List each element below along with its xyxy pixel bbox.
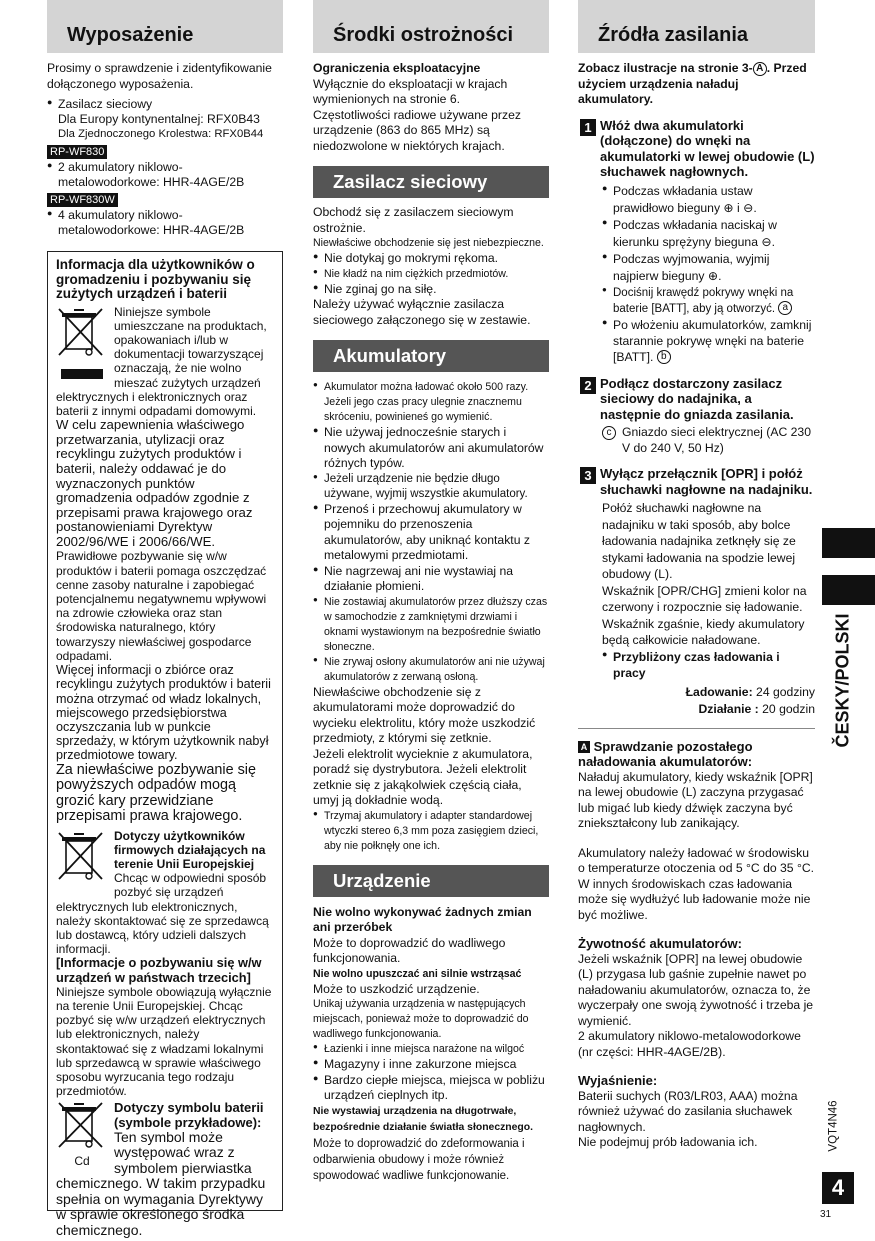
illustration-ref: c <box>602 426 616 440</box>
illustration-ref: A <box>753 62 767 76</box>
step-1 <box>578 118 815 365</box>
eu-text: Chcąc w odpowiedni sposób pozbyć się urządzeń elektrycznych lub elektronicznych, należy skontaktować się ze sprzedawcą lub dostawcą, który udzieli dalszych informacji. <box>56 871 269 957</box>
limits-heading: Ograniczenia eksploatacyjne <box>313 61 481 75</box>
list-item <box>313 655 549 685</box>
item-text: ● 4 akumulatory niklowo-metalowodorkowe: HHR-4AGE/2B <box>58 208 245 237</box>
item-text: ● Trzymaj akumulatory i adapter standardowej wtyczki stereo 6,3 mm poza zasięgiem dzieci, aby nie połknęły one ich. <box>324 809 539 852</box>
work-value: 20 godzin <box>762 701 815 716</box>
step-number: 3 <box>580 467 596 484</box>
item-text <box>613 317 815 365</box>
crossed-bin-icon <box>56 829 108 889</box>
heading-text: Sprawdzanie pozostałego naładowania akumulatorów: <box>578 738 753 769</box>
step-text: Wskaźnik [OPR/CHG] zmieni kolor na czerwony i rozpocznie się ładowanie. <box>602 583 807 614</box>
item-text <box>613 285 815 317</box>
charge-time <box>602 684 815 701</box>
radio-text: Częstotliwości radiowe używane przez urządzenie (863 do 865 MHz) są niedozwolone w niektórych krajach. <box>313 107 521 153</box>
list-item <box>602 183 815 217</box>
list-item <box>47 160 283 190</box>
intro-text: Prosimy o sprawdzenie i zidentyfikowanie dołączonego wyposażenia. <box>47 61 272 91</box>
language-label <box>818 613 853 754</box>
adapter-text: Należy używać wyłącznie zasilacza sieciowego załączonego się w zestawie. <box>313 297 531 327</box>
item-text: ● Bardzo ciepłe miejsca, miejsca w pobliżu urządzeń cieplnych itp. <box>324 1072 545 1102</box>
page-number-small: 31 <box>820 1209 832 1220</box>
crossed-bin-icon <box>56 305 108 385</box>
list-item <box>47 208 283 238</box>
list-item <box>313 1042 549 1057</box>
illustration-ref: b <box>657 350 671 364</box>
language-tab-marker <box>822 528 875 558</box>
device-text: Może to uszkodzić urządzenie. <box>313 981 480 996</box>
item-text: ● Nie zginaj go na siłę. <box>324 281 437 296</box>
language-tab-marker <box>822 575 875 605</box>
item-text: ● Nie kładź na nim ciężkich przedmiotów. <box>324 267 509 280</box>
lifetime-text: 2 akumulatory niklowo-metalowodorkowe (nr części: HHR-4AGE/2B). <box>578 1029 801 1059</box>
list-item <box>313 595 549 655</box>
list-item <box>602 649 815 681</box>
item-detail: Dla Europy kontynentalnej: RFX0B43 <box>58 112 260 126</box>
device-text: Może to doprowadzić do wadliwego funkcjonowania. <box>313 935 506 965</box>
language-text: ČESKY/POLSKI <box>832 613 853 748</box>
model-tag: RP-WF830W <box>47 193 118 207</box>
item-label: ● Zasilacz sieciowy <box>58 97 153 111</box>
box-paragraph: Więcej informacji o zbiórce oraz recyklingu zużytych produktów i baterii można otrzymać od władz lokalnych, miejscowego przedsiębiorstwa oczyszczania lub w punkcie sprzedaży, w którym użytkownik nabył przedmiotowe towary. <box>56 663 271 763</box>
non-eu-text: Niniejsze symbole obowiązują wyłącznie na terenie Unii Europejskiej. Chcąc pozbyć się w/w urządzeń elektrycznych lub elektronicznych, należy skontaktować się z władzami lokalnymi lub sprzedawcą w sprawie właściwego sposobu wyrzucania tego rodzaju przedmiotów. <box>56 984 272 1099</box>
item-text: ● Przybliżony czas ładowania i pracy <box>613 649 780 680</box>
column-precautions <box>313 0 549 1184</box>
step-title: Podłącz dostarczony zasilacz sieciowy do nadajnika, a następnie do gniazda zasilania. <box>600 375 794 422</box>
item-text: ● Jeżeli urządzenie nie będzie długo używane, wyjmij wszystkie akumulatory. <box>324 472 528 500</box>
section-title: Środki ostrożności <box>333 24 514 46</box>
item-text: ● Nie używaj jednocześnie starych i nowych akumulatorów ani akumulatorów różnych typów. <box>324 425 544 470</box>
device-heading: Nie wolno wykonywać żadnych zmian ani przeróbek <box>313 904 532 934</box>
document-code: VQT4N46 <box>827 1100 840 1152</box>
step-title: Wyłącz przełącznik [OPR] i połóż słuchawki nagłowne na nadajniku. <box>600 466 813 497</box>
lifetime-heading: Żywotność akumulatorów: <box>578 936 742 951</box>
item-text: ● Nie zostawiaj akumulatorów przez dłuższy czas w samochodzie z zamkniętymi drzwiami i oknami wystawionym na bezpośrednie światło słoneczne. <box>324 595 548 653</box>
step-number: 1 <box>580 119 596 136</box>
device-text: Może to doprowadzić do zdeformowania i odbarwienia obudowy i może również spowodować wadliwe funkcjonowanie. <box>313 1137 525 1182</box>
lifetime-text: Jeżeli wskaźnik [OPR] na lewej obudowie (L) przygasa lub gaśnie zupełnie nawet po naładowaniu akumulatorów, oznacza to, że wyczerpały one swoją żywotność i trzeba je wymienić. <box>578 951 814 1028</box>
item-text: ● Akumulator można ładować około 500 razy. Jeżeli jego czas pracy ulegnie znacznemu skróceniu, powinieneś go wymienić. <box>324 381 529 423</box>
step-text: Wskaźnik zgaśnie, kiedy akumulatory będą całkowicie naładowane. <box>602 616 805 647</box>
step-text: Połóż słuchawki nagłowne na nadajniku w taki sposób, aby bolce ładowania nadajnika zetknęły się ze stykami ładowania na spodzie lewej obudowy (L). <box>602 501 796 581</box>
item-text: ● 2 akumulatory niklowo-metalowodorkowe: HHR-4AGE/2B <box>58 160 245 189</box>
battery-symbol <box>56 1101 108 1168</box>
explanation-text: Nie podejmuj prób ładowania ich. <box>578 1135 758 1149</box>
section-bar-batteries: Akumulatory <box>313 340 549 372</box>
explanation-text: Baterii suchych (R03/LR03, AAA) można również używać do zasilania słuchawek nagłownych. <box>578 1088 798 1134</box>
item-text-span: Dociśnij krawędź pokrywy wnęki na baterie [BATT], aby ją otworzyć. <box>613 286 794 315</box>
section-marker: A <box>578 741 590 753</box>
charge-label: Ładowanie: <box>685 684 753 699</box>
battery-text: Ten symbol może występować wraz z symbolem pierwiastka chemicznego. W takim przypadku spełnia on wymagania Dyrektywy w sprawie określonego środka chemicznego. <box>56 1128 266 1238</box>
list-item <box>313 267 549 282</box>
item-text-span: Po włożeniu akumulatorków, zamknij starannie pokrywę wnęki na baterie [BATT]. <box>613 317 812 364</box>
device-heading: Nie wystawiaj urządzenia na długotrwałe, bezpośrednie działanie światła słonecznego. <box>313 1105 533 1133</box>
item-detail: Dla Zjednoczonego Krolestwa: RFX0B44 <box>58 128 264 140</box>
temperature-text: Akumulatory należy ładować w środowisku o temperaturze otoczenia od 5 °C do 35 °C. W innych środowiskach czas ładowania może się wydłużyć lub ładowanie może nie być możliwe. <box>578 845 815 922</box>
column-power-sources <box>578 0 815 1151</box>
list-item <box>313 564 549 595</box>
box-heading: Informacja dla użytkowników o gromadzeniu i pozbywaniu się zużytych urządzeń i baterii <box>56 257 255 301</box>
remaining-charge-text: Naładuj akumulatory, kiedy wskaźnik [OPR] na lewej obudowie (L) zaczyna przygasać lub migać lub kiedy dźwięk zaczyna być zniekształcony lub zanikający. <box>578 769 813 830</box>
list-item <box>313 1073 549 1104</box>
item-text: ● Podczas wkładania naciskaj w kierunku sprężyny bieguna ⊖. <box>613 217 777 249</box>
list-item <box>602 285 815 317</box>
work-time <box>602 701 815 718</box>
battery-heading: Dotyczy symbolu baterii (symbole przykładowe): <box>114 1100 264 1130</box>
explanation-heading: Wyjaśnienie: <box>578 1073 658 1088</box>
charge-value: 24 godziny <box>756 684 815 699</box>
battery-text: Jeżeli elektrolit wycieknie z akumulatora, poradź się dystrybutora. Jeżeli elektrolit zetknie się z jakąkolwiek częścią ciała, umyj ją dokładnie wodą. <box>313 746 533 807</box>
item-text: ● Łazienki i inne miejsca narażone na wilgoć <box>324 1043 525 1055</box>
limits-text: Wyłącznie do eksploatacji w krajach wymienionych na stronie 6. <box>313 76 508 106</box>
list-item <box>313 472 549 502</box>
step-title: Włóż dwa akumulatorki (dołączone) do wnęki na akumulatorki w lewej obudowie (L) słuchawek nagłownych. <box>600 117 815 179</box>
section-bar-device: Urządzenie <box>313 865 549 897</box>
list-item <box>313 809 549 854</box>
list-item <box>602 251 815 285</box>
item-text: ● Nie dotykaj go mokrymi rękoma. <box>324 251 499 265</box>
step-number: 2 <box>580 377 596 394</box>
section-header-equipment <box>47 0 283 53</box>
list-item <box>313 380 549 425</box>
box-paragraph: Za niewłaściwe pozbywanie się powyższych odpadów mogą grozić kary przewidziane przepisami prawa krajowego. <box>56 761 256 825</box>
item-text: ● Przenoś i przechowuj akumulatory w pojemniku do przenoszenia akumulatorów, aby uniknąć kontaktu z metalowymi przedmiotami. <box>324 501 530 562</box>
box-paragraph: Niniejsze symbole umieszczane na produktach, opakowaniach i/lub w dokumentacji towarzyszącej oznaczają, że nie wolno mieszać zużytych urządzeń elektrycznych i elektronicznych oraz baterii z innymi odpadami domowymi. <box>56 304 267 418</box>
list-item <box>313 425 549 472</box>
list-item <box>313 1057 549 1073</box>
non-eu-heading: [Informacje o pozbywaniu się w/w urządzeń w państwach trzecich] <box>56 955 262 985</box>
crossed-bin-icon <box>56 1101 108 1151</box>
item-text: ● Nie nagrzewaj ani nie wystawiaj na działanie płomieni. <box>324 563 514 593</box>
list-item <box>313 502 549 564</box>
list-item <box>47 97 283 142</box>
adapter-text: Obchodź się z zasilaczem sieciowym ostrożnie. <box>313 205 514 235</box>
item-text: ● Nie zrywaj osłony akumulatorów ani nie używaj akumulatorów z zerwaną osłoną. <box>324 655 545 683</box>
work-label: Działanie : <box>698 701 759 716</box>
step-3 <box>578 466 815 718</box>
section-title: Źródła zasilania <box>598 24 749 46</box>
intro-ref: Zobacz ilustracje na stronie 3- <box>578 61 753 75</box>
step-2 <box>578 376 815 457</box>
device-heading: Nie wolno upuszczać ani silnie wstrząsać <box>313 967 522 980</box>
battery-text: Niewłaściwe obchodzenie się z akumulatorami może doprowadzić do wycieku elektrolitu, który może uszkodzić przedmioty, z którymi się zetknie. <box>313 684 536 745</box>
list-item <box>313 251 549 267</box>
item-text: ● Magazyny i inne zakurzone miejsca <box>324 1057 517 1071</box>
intro-instruction: Przed użyciem urządzenia naładuj akumulatory. <box>578 61 807 106</box>
section-header-power <box>578 0 815 53</box>
item-text: ● Podczas wyjmowania, wyjmij najpierw bieguny ⊕. <box>613 251 770 283</box>
divider <box>578 728 815 729</box>
cd-label: Cd <box>74 1154 90 1169</box>
illustration-ref: a <box>778 301 792 315</box>
intro-text: Zobacz ilustracje na stronie 3- A . Przed użyciem urządzenia naładuj akumulatory. <box>578 61 807 106</box>
item-text: ● Podczas wkładania ustaw prawidłowo bieguny ⊕ i ⊖. <box>613 183 757 215</box>
list-item <box>602 317 815 365</box>
box-paragraph: W celu zapewnienia właściwego przetwarzania, utylizacji oraz recyklingu zużytych produktów i baterii, należy oddawać je do wyznaczonych punktów gromadzenia odpadów zgodnie z przepisami prawa krajowego oraz postanowieniami Dyrektyw 2002/96/WE i 2006/66/WE. <box>56 417 253 549</box>
section-header-precautions <box>313 0 549 53</box>
page-number: 4 <box>822 1172 854 1204</box>
step-note: Gniazdo sieci elektrycznej (AC 230 V do 240 V, 50 Hz) <box>622 425 811 455</box>
eu-heading: Dotyczy użytkowników firmowych działających na terenie Unii Europejskiej <box>114 828 266 871</box>
adapter-text: Niewłaściwe obchodzenie się jest niebezpieczne. <box>313 237 544 249</box>
remaining-charge-heading <box>578 739 815 770</box>
disposal-info-box <box>47 251 283 1238</box>
section-title: Wyposażenie <box>67 24 194 46</box>
list-item <box>313 282 549 298</box>
device-text: Unikaj używania urządzenia w następujących miejscach, ponieważ może to doprowadzić do wadliwego funkcjonowania. <box>313 998 529 1040</box>
model-tag: RP-WF830 <box>47 145 107 159</box>
list-item <box>602 217 815 251</box>
section-bar-adapter: Zasilacz sieciowy <box>313 166 549 198</box>
box-paragraph: Prawidłowe pozbywanie się w/w produktów i baterii pomaga oszczędzać cenne zasoby naturalne i zapobiegać potencjalnemu negatywnemu wpływowi na zdrowie człowieka oraz stan środowiska naturalnego, który towarzyszy niewłaściwej gospodarce odpadami. <box>56 549 267 663</box>
column-equipment <box>47 0 283 1238</box>
